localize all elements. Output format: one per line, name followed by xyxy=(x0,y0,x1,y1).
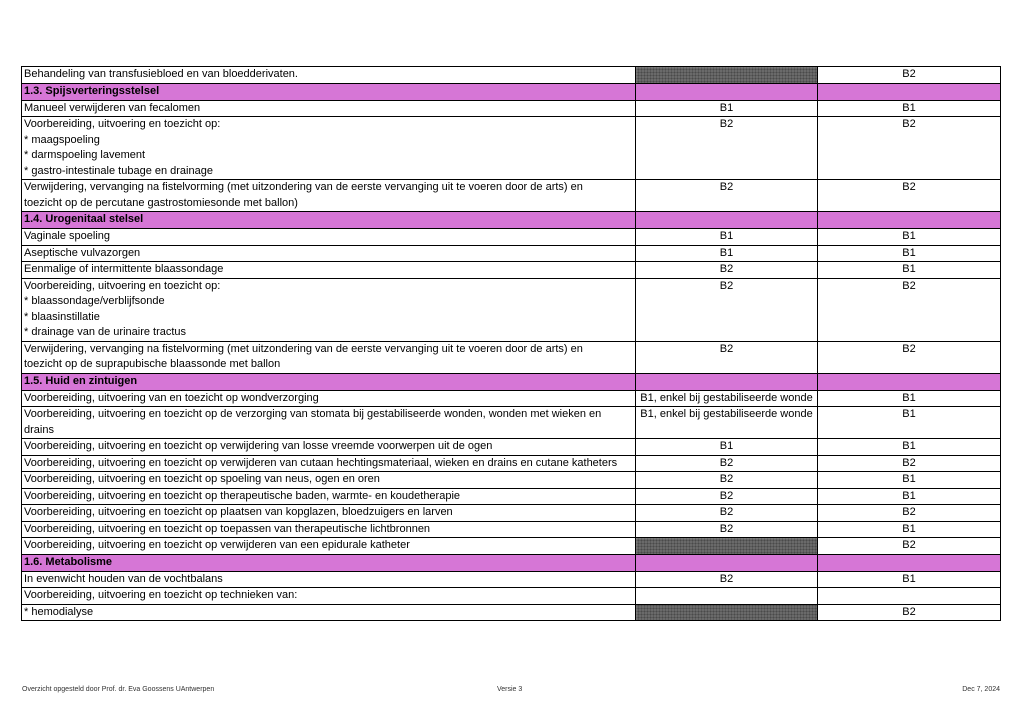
activity-cell xyxy=(22,278,636,341)
activity-cell xyxy=(22,390,636,407)
level-cell-col3: B1 xyxy=(818,407,1001,439)
section-header-row xyxy=(22,373,1001,390)
activity-cell xyxy=(22,67,636,84)
activity-cell xyxy=(22,229,636,246)
activity-cell xyxy=(22,245,636,262)
level-cell-col2: B2 xyxy=(636,571,818,588)
activity-text: * darmspoeling lavement xyxy=(24,149,146,161)
level-cell-col3: B1 xyxy=(818,571,1001,588)
level-cell-col3: B1 xyxy=(818,262,1001,279)
level-cell-col2: B2 xyxy=(636,341,818,373)
activity-text: Voorbereiding, uitvoering en toezicht op plaatsen van kopglazen, bloedzuigers en larven xyxy=(24,506,453,518)
activity-cell xyxy=(22,100,636,117)
activity-text: Voorbereiding, uitvoering van en toezicht op wondverzorging xyxy=(24,391,319,404)
level-cell-col2: B1, enkel bij gestabiliseerde wonde xyxy=(636,407,818,439)
activity-cell xyxy=(22,407,636,439)
level-cell-col3: B1 xyxy=(818,390,1001,407)
table-row xyxy=(22,604,1001,621)
activity-text: drains xyxy=(24,423,54,436)
activity-text: * blaassondage/verblijfsonde xyxy=(24,295,165,307)
level-cell-col2: B2 xyxy=(636,180,818,212)
table-row xyxy=(22,488,1001,505)
level-cell-col3: B2 xyxy=(818,538,1001,555)
level-cell-col2: B1 xyxy=(636,229,818,246)
activity-text: Voorbereiding, uitvoering en toezicht op verwijderen van cutaan hechtingsmateriaal, wieken en drains en cutane katheters xyxy=(24,456,618,469)
not-applicable-cell xyxy=(636,538,818,555)
activity-text: Voorbereiding, uitvoering en toezicht op: xyxy=(24,118,221,130)
section-title: 1.3. Spijsverteringsstelsel xyxy=(22,83,636,100)
section-header-row xyxy=(22,554,1001,571)
level-cell-col3: B2 xyxy=(818,117,1001,180)
footer-date: Dec 7, 2024 xyxy=(962,686,1000,693)
table-row xyxy=(22,262,1001,279)
section-cell xyxy=(636,212,818,229)
section-cell xyxy=(818,212,1001,229)
level-cell-col3: B2 xyxy=(818,505,1001,522)
activity-text: * blaasinstillatie xyxy=(24,310,100,323)
level-cell-col3: B1 xyxy=(818,488,1001,505)
activity-text: Eenmalige of intermittente blaassondage xyxy=(24,263,224,275)
activity-cell xyxy=(22,488,636,505)
table-row xyxy=(22,455,1001,472)
section-cell xyxy=(818,83,1001,100)
level-cell-col3: B2 xyxy=(818,180,1001,212)
activity-cell xyxy=(22,262,636,279)
level-cell-col3: B1 xyxy=(818,245,1001,262)
footer-version: Versie 3 xyxy=(497,686,523,693)
level-cell-col2: B2 xyxy=(636,472,818,489)
table-row xyxy=(22,180,1001,212)
footer-author: Overzicht opgesteld door Prof. dr. Eva Goossens UAntwerpen xyxy=(22,686,215,693)
activity-text: * drainage van de urinaire tractus xyxy=(24,326,187,338)
level-cell-col3: B1 xyxy=(818,439,1001,456)
activity-cell xyxy=(22,341,636,373)
section-title: 1.6. Metabolisme xyxy=(22,554,636,571)
table-row xyxy=(22,245,1001,262)
activity-text: Voorbereiding, uitvoering en toezicht op verwijderen van een epidurale katheter xyxy=(24,539,410,551)
level-cell-col2: B2 xyxy=(636,262,818,279)
activity-text: In evenwicht houden van de vochtbalans xyxy=(24,572,223,585)
activity-cell xyxy=(22,588,636,605)
activity-text: Voorbereiding, uitvoering en toezicht op: xyxy=(24,279,221,292)
table-body xyxy=(22,67,1001,621)
level-cell-col3: B2 xyxy=(818,341,1001,373)
activity-text: Vaginale spoeling xyxy=(24,230,111,242)
activity-text: Voorbereiding, uitvoering en toezicht op therapeutische baden, warmte- en koudetherapie xyxy=(24,489,461,502)
section-cell xyxy=(636,373,818,390)
level-cell-col3: B1 xyxy=(818,521,1001,538)
level-cell-col3: B2 xyxy=(818,455,1001,472)
activity-text: Behandeling van transfusiebloed en van bloedderivaten. xyxy=(24,68,298,80)
activity-cell xyxy=(22,521,636,538)
table-row xyxy=(22,439,1001,456)
level-cell-col3: B1 xyxy=(818,472,1001,489)
not-applicable-cell xyxy=(636,67,818,84)
level-cell-col3: B1 xyxy=(818,229,1001,246)
level-cell-col2: B2 xyxy=(636,278,818,341)
level-cell-col3: B2 xyxy=(818,67,1001,84)
activity-cell xyxy=(22,505,636,522)
not-applicable-cell xyxy=(636,604,818,621)
section-header-row xyxy=(22,212,1001,229)
activity-text: * maagspoeling xyxy=(24,133,100,146)
activity-text: toezicht op de suprapubische blaassonde met ballon xyxy=(24,358,281,370)
table-row xyxy=(22,229,1001,246)
level-cell-col3: B1 xyxy=(818,100,1001,117)
activity-cell xyxy=(22,472,636,489)
table-row xyxy=(22,67,1001,84)
table-row xyxy=(22,407,1001,439)
level-cell-col2: B2 xyxy=(636,488,818,505)
activity-text: Voorbereiding, uitvoering en toezicht op de verzorging van stomata bij gestabiliseerde wonden, wonden met wieken en xyxy=(24,408,602,420)
activity-cell xyxy=(22,604,636,621)
table-row xyxy=(22,117,1001,180)
activity-cell xyxy=(22,538,636,555)
activity-text: Manueel verwijderen van fecalomen xyxy=(24,101,201,114)
section-cell xyxy=(636,554,818,571)
activity-text: Verwijdering, vervanging na fistelvorming (met uitzondering van de eerste vervanging uit te voeren door de arts) en xyxy=(24,342,583,355)
activity-text: * gastro-intestinale tubage en drainage xyxy=(24,164,213,177)
level-cell-col2: B2 xyxy=(636,117,818,180)
table-row xyxy=(22,341,1001,373)
activity-cell xyxy=(22,455,636,472)
level-cell-col2: B1 xyxy=(636,439,818,456)
activity-text: Verwijdering, vervanging na fistelvorming (met uitzondering van de eerste vervanging uit te voeren door de arts) en xyxy=(24,181,583,193)
section-title: 1.4. Urogenitaal stelsel xyxy=(22,212,636,229)
activity-text: Aseptische vulvazorgen xyxy=(24,246,141,259)
section-cell xyxy=(636,83,818,100)
activity-text: * hemodialyse xyxy=(24,605,94,618)
table-row xyxy=(22,100,1001,117)
section-title: 1.5. Huid en zintuigen xyxy=(22,373,636,390)
table-row xyxy=(22,472,1001,489)
activity-cell xyxy=(22,117,636,180)
table-row xyxy=(22,390,1001,407)
activity-cell xyxy=(22,571,636,588)
table-row xyxy=(22,588,1001,605)
table-row xyxy=(22,521,1001,538)
level-cell-col2: B1 xyxy=(636,100,818,117)
level-cell-col2: B2 xyxy=(636,521,818,538)
section-header-row xyxy=(22,83,1001,100)
activity-text: Voorbereiding, uitvoering en toezicht op technieken van: xyxy=(24,589,298,601)
activity-text: toezicht op de percutane gastrostomiesonde met ballon) xyxy=(24,196,298,209)
section-cell xyxy=(818,373,1001,390)
section-cell xyxy=(818,554,1001,571)
activity-cell xyxy=(22,439,636,456)
level-cell-col3: B2 xyxy=(818,604,1001,621)
level-cell-col2: B1 xyxy=(636,245,818,262)
level-cell-col2: B1, enkel bij gestabiliseerde wonde xyxy=(636,390,818,407)
activity-text: Voorbereiding, uitvoering en toezicht op verwijdering van losse vreemde voorwerpen uit de ogen xyxy=(24,440,493,452)
level-cell-col2: B2 xyxy=(636,505,818,522)
activity-text: Voorbereiding, uitvoering en toezicht op spoeling van neus, ogen en oren xyxy=(24,473,380,485)
level-cell-col3 xyxy=(818,588,1001,605)
table-row xyxy=(22,278,1001,341)
level-cell-col2 xyxy=(636,588,818,605)
table-row xyxy=(22,505,1001,522)
table-row xyxy=(22,571,1001,588)
table-row xyxy=(22,538,1001,555)
activity-text: Voorbereiding, uitvoering en toezicht op toepassen van therapeutische lichtbronnen xyxy=(24,522,431,535)
competency-table xyxy=(21,66,1001,621)
level-cell-col2: B2 xyxy=(636,455,818,472)
level-cell-col3: B2 xyxy=(818,278,1001,341)
activity-cell xyxy=(22,180,636,212)
